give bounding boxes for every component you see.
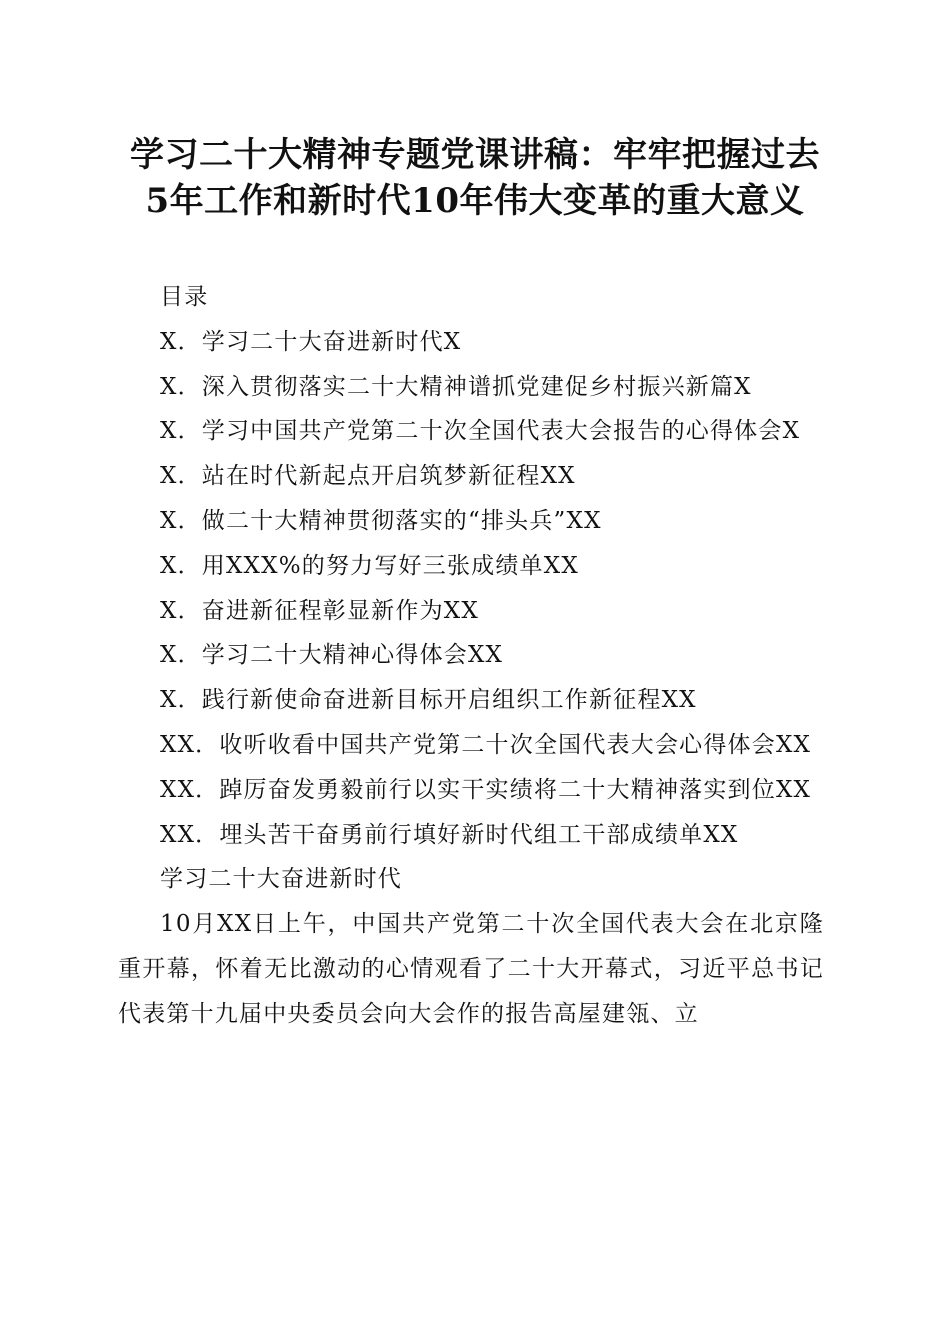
toc-item-2: X．深入贯彻落实二十大精神谱抓党建促乡村振兴新篇X bbox=[160, 373, 752, 400]
toc-item-9: X．践行新使命奋进新目标开启组织工作新征程XX bbox=[160, 687, 697, 714]
document-body bbox=[118, 275, 824, 1037]
toc-item-1: X．学习二十大奋进新时代X bbox=[160, 328, 462, 355]
title-line-1: 学习二十大精神专题党课讲稿：牢牢把握过去 bbox=[130, 135, 820, 175]
section-heading: 学习二十大奋进新时代 bbox=[160, 866, 402, 893]
toc-item-4: X．站在时代新起点开启筑梦新征程XX bbox=[160, 463, 576, 490]
body-paragraph-1: 10月XX日上午，中国共产党第二十次全国代表大会在北京隆重开幕，怀着无比激动的心情观看了二十大开幕式，习近平总书记代表第十九届中央委员会向大会作的报告高屋建瓴、立 bbox=[118, 911, 824, 1027]
toc-heading: 目录 bbox=[160, 284, 209, 310]
toc-item-12: XX．埋头苦干奋勇前行填好新时代组工干部成绩单XX bbox=[160, 821, 739, 848]
title-line-2: 5年工作和新时代10年伟大变革的重大意义 bbox=[145, 181, 805, 221]
toc-item-6: X．用XXX%的努力写好三张成绩单XX bbox=[160, 552, 579, 579]
toc-item-7: X．奋进新征程彰显新作为XX bbox=[160, 597, 479, 624]
toc-item-8: X．学习二十大精神心得体会XX bbox=[160, 642, 504, 669]
toc-item-10: XX．收听收看中国共产党第二十次全国代表大会心得体会XX bbox=[160, 731, 812, 758]
toc-item-5: X．做二十大精神贯彻落实的“排头兵”XX bbox=[160, 507, 602, 534]
document-title bbox=[110, 132, 840, 224]
toc-item-3: X．学习中国共产党第二十次全国代表大会报告的心得体会X bbox=[160, 418, 801, 445]
toc-item-11: XX．踔厉奋发勇毅前行以实干实绩将二十大精神落实到位XX bbox=[160, 776, 812, 803]
table-of-contents bbox=[118, 320, 824, 858]
